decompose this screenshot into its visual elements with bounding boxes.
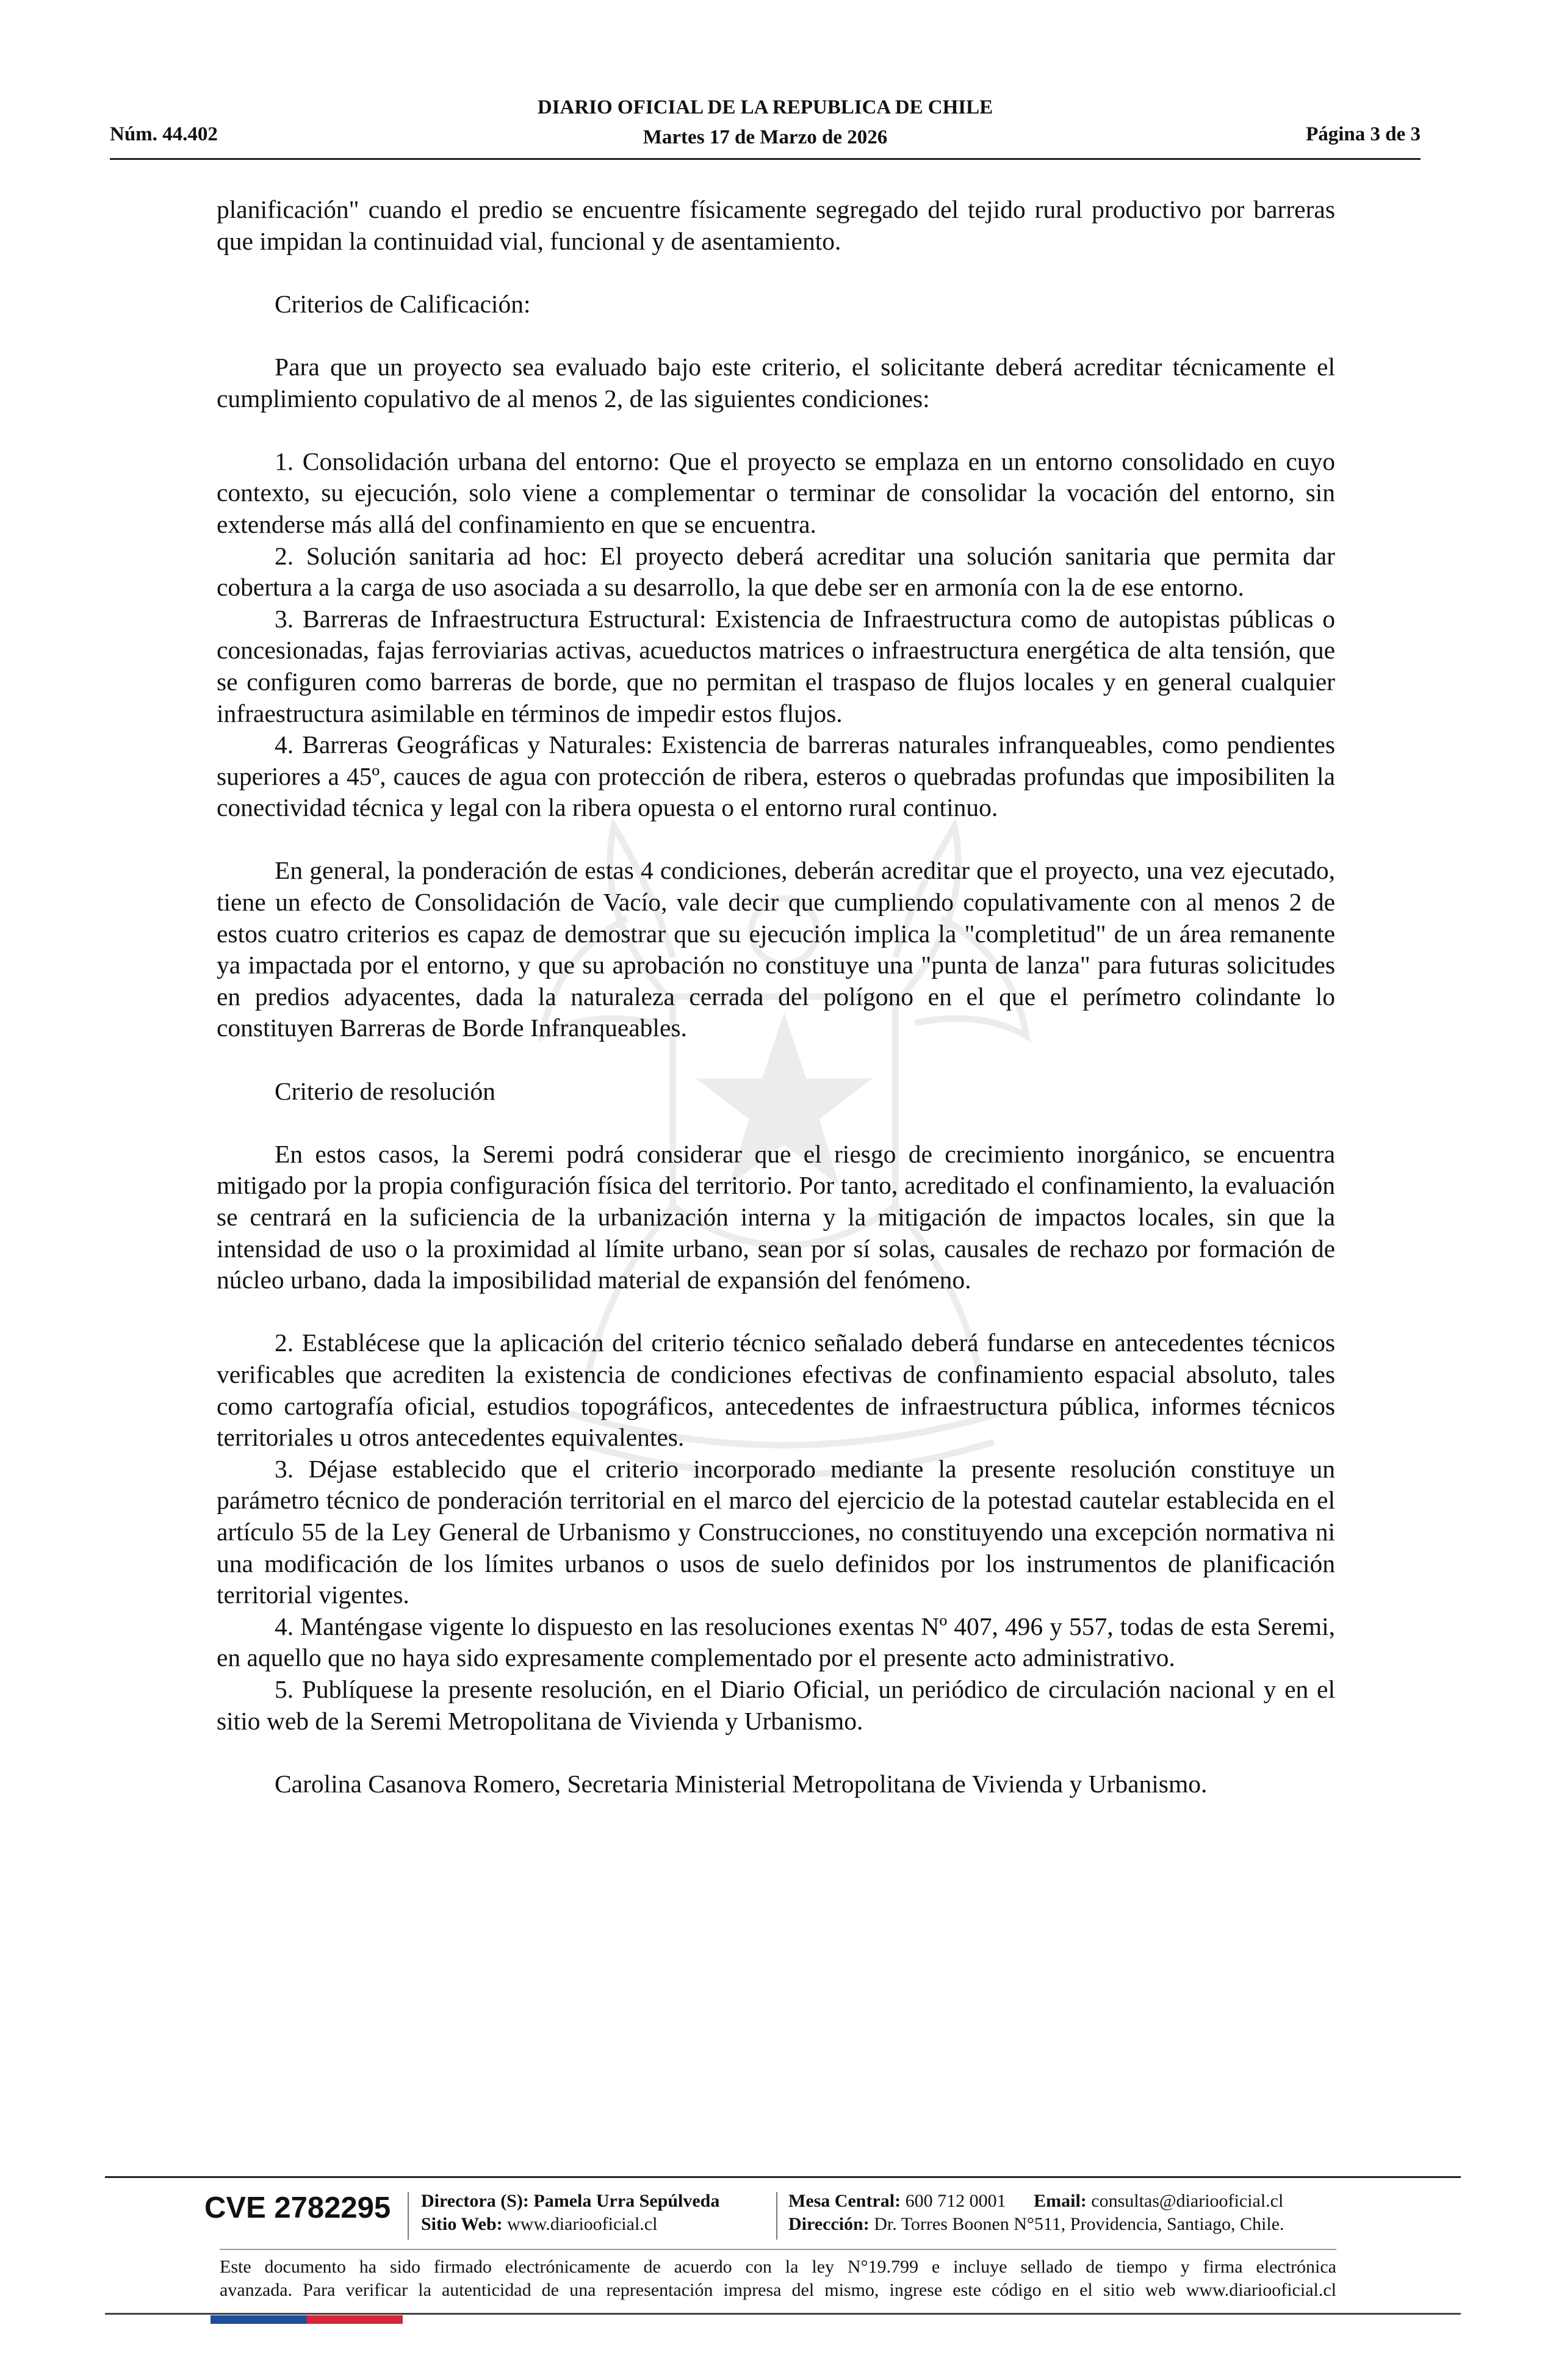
article-paragraph: 4. Manténgase vigente lo dispuesto en las resoluciones exentas Nº 407, 496 y 557, todas de esta Seremi, en aquello que no haya sido expresamente complementado por el presente acto administrativo. bbox=[217, 1612, 1335, 1672]
legal-notice-line: Este documento ha sido firmado electrónicamente de acuerdo con la ley N°19.799 e incluye sellado de tiempo y firma electrónica bbox=[220, 2257, 1336, 2277]
website-link[interactable]: www.diariooficial.cl bbox=[507, 2214, 658, 2234]
director-line bbox=[421, 2190, 719, 2213]
document-body bbox=[217, 194, 1335, 1800]
phone-email-line bbox=[788, 2190, 1284, 2213]
issue-number: Núm. 44.402 bbox=[110, 123, 218, 145]
condition-item: 2. Solución sanitaria ad hoc: El proyecto deberá acreditar una solución sanitaria que permita dar cobertura a la carga de uso asociada a su desarrollo, la que debe ser en armonía con la de ese entorno. bbox=[217, 541, 1335, 602]
email-group bbox=[1034, 2190, 1283, 2213]
criteria-intro-paragraph: Para que un proyecto sea evaluado bajo este criterio, el solicitante deberá acreditar técnicamente el cumplimiento copulativo de al menos 2, de las siguientes condiciones: bbox=[217, 352, 1335, 413]
publication-title: DIARIO OFICIAL DE LA REPUBLICA DE CHILE bbox=[537, 96, 993, 118]
footer-contact-right bbox=[788, 2190, 1284, 2236]
director-name: Pamela Urra Sepúlveda bbox=[533, 2191, 720, 2211]
footer-contact-left bbox=[421, 2190, 719, 2236]
director-label: Directora (S): bbox=[421, 2191, 529, 2211]
article-paragraph: 2. Establécese que la aplicación del criterio técnico señalado deberá fundarse en antecedentes técnicos verificables que acrediten la existencia de condiciones efectivas de confinamiento espacial absoluto, tales como cartografía oficial, estudios topográficos, antecedentes de infraestructura pública, informes técnicos territoriales u otros antecedentes equivalentes. bbox=[217, 1329, 1335, 1452]
address-line bbox=[788, 2213, 1284, 2236]
website-line bbox=[421, 2213, 719, 2236]
header-divider bbox=[110, 158, 1421, 160]
address-label: Dirección: bbox=[788, 2214, 870, 2234]
flag-color-bar bbox=[211, 2315, 403, 2324]
footer-divider-top bbox=[105, 2176, 1461, 2178]
general-paragraph: En general, la ponderación de estas 4 condiciones, deberán acreditar que el proyecto, una vez ejecutado, tiene un efecto de Consolidación de Vacío, vale decir que cumpliendo copulativamente con al menos 2 de estos cuatro criterios es capaz de demostrar que su ejecución implica la "completitud" de un área remanente ya impactada por el entorno, y que su aprobación no constituye una "punta de lanza" para futuras solicitudes en predios adyacentes, dada la naturaleza cerrada del polígono en el que el perímetro colindante lo constituyen Barreras de Borde Infranqueables. bbox=[217, 856, 1335, 1042]
footer-separator bbox=[408, 2192, 409, 2240]
resolution-paragraph: En estos casos, la Seremi podrá considerar que el riesgo de crecimiento inorgánico, se encuentra mitigado por la propia configuración física del territorio. Por tanto, acreditado el confinamiento, la evaluación se centrará en la suficiencia de la urbanización interna y la mitigación de impactos locales, sin que la intensidad de uso o la proximidad al límite urbano, sean por sí solas, causales de rechazo por formación de núcleo urbano, dada la imposibilidad material de expansión del fenómeno. bbox=[217, 1139, 1335, 1294]
flag-red-segment bbox=[307, 2315, 403, 2324]
website-label: Sitio Web: bbox=[421, 2214, 503, 2234]
cve-code: CVE 2782295 bbox=[204, 2191, 391, 2224]
email-link[interactable]: consultas@diariooficial.cl bbox=[1091, 2191, 1284, 2211]
flag-blue-segment bbox=[211, 2315, 307, 2324]
email-label: Email: bbox=[1034, 2191, 1087, 2211]
article-paragraph: 5. Publíquese la presente resolución, en el Diario Oficial, un periódico de circulación nacional y en el sitio web de la Seremi Metropolitana de Vivienda y Urbanismo. bbox=[217, 1675, 1335, 1735]
legal-notice-line: avanzada. Para verificar la autenticidad de una representación impresa del mismo, ingrese este código en el sitio web www.diariooficial.cl bbox=[220, 2280, 1336, 2300]
header-center bbox=[110, 93, 1421, 153]
condition-item: 1. Consolidación urbana del entorno: Que el proyecto se emplaza en un entorno consolidado en cuyo contexto, su ejecución, solo viene a complementar o terminar de consolidar la vocación del entorno, sin extenderse más allá del confinamiento en que se encuentra. bbox=[217, 447, 1335, 538]
criteria-heading: Criterios de Calificación: bbox=[275, 289, 531, 318]
resolution-heading: Criterio de resolución bbox=[275, 1076, 495, 1105]
intro-paragraph: planificación" cuando el predio se encuentre físicamente segregado del tejido rural productivo por barreras que impidan la continuidad vial, funcional y de asentamiento. bbox=[217, 195, 1335, 255]
page-number: Página 3 de 3 bbox=[1306, 123, 1421, 145]
phone-value: 600 712 0001 bbox=[905, 2191, 1006, 2211]
footer-separator bbox=[776, 2192, 777, 2240]
condition-item: 3. Barreras de Infraestructura Estructural: Existencia de Infraestructura como de autopistas públicas o concesionadas, fajas ferroviarias activas, acueductos matrices o infraestructura energética de alta tensión, que se configuren como barreras de borde, que no permitan el traspaso de flujos locales y en general cualquier infraestructura asimilable en términos de impedir estos flujos. bbox=[217, 604, 1335, 727]
signature-line: Carolina Casanova Romero, Secretaria Ministerial Metropolitana de Vivienda y Urbanismo. bbox=[275, 1769, 1208, 1798]
publication-date: Martes 17 de Marzo de 2026 bbox=[643, 126, 888, 148]
address-value: Dr. Torres Boonen N°511, Providencia, Santiago, Chile. bbox=[874, 2214, 1284, 2234]
footer-divider-bottom bbox=[105, 2313, 1461, 2315]
phone-label: Mesa Central: bbox=[788, 2191, 901, 2211]
legal-notice bbox=[220, 2256, 1336, 2302]
condition-item: 4. Barreras Geográficas y Naturales: Existencia de barreras naturales infranqueables, como pendientes superiores a 45º, cauces de agua con protección de ribera, esteros o quebradas profundas que imposibiliten la conectividad técnica y legal con la ribera opuesta o el entorno rural continuo. bbox=[217, 730, 1335, 822]
footer-divider-middle bbox=[220, 2249, 1336, 2250]
page-header bbox=[110, 92, 1421, 156]
article-paragraph: 3. Déjase establecido que el criterio incorporado mediante la presente resolución constituye un parámetro técnico de ponderación territorial en el marco del ejercicio de la potestad cautelar establecida en el artículo 55 de la Ley General de Urbanismo y Construcciones, no constituyendo una excepción normativa ni una modificación de los límites urbanos o usos de suelo definidos por los instrumentos de planificación territorial vigentes. bbox=[217, 1454, 1335, 1609]
